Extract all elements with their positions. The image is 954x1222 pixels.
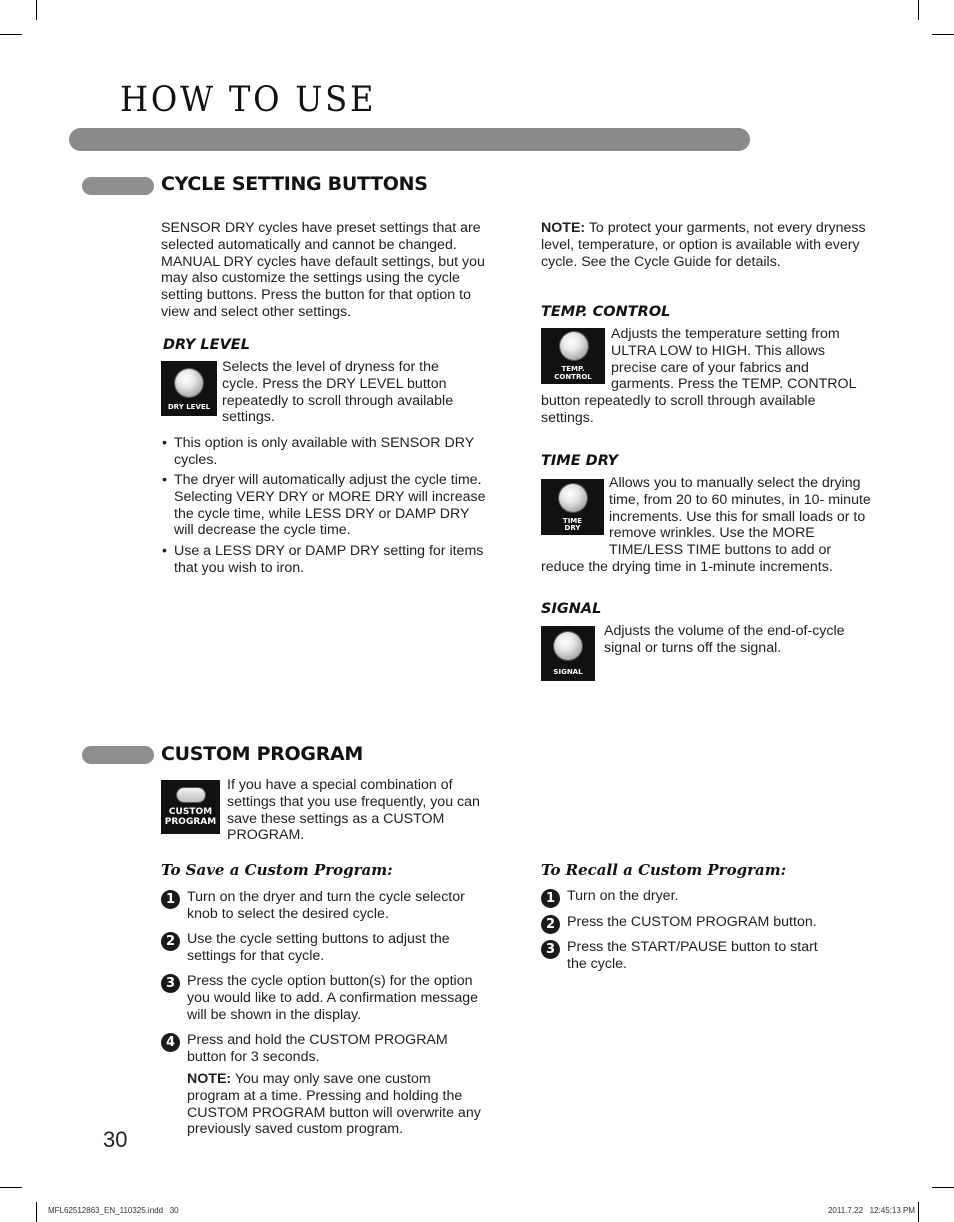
crop-mark [36,1202,37,1222]
float-spacer [541,475,609,543]
knob-icon [554,632,582,660]
step-text: Turn on the dryer. [567,888,679,904]
page-number: 30 [103,1127,128,1152]
dry-level-button-label: DRY LEVEL [167,403,211,411]
crop-mark [36,0,37,20]
step-text: Press the START/PAUSE button to start the cycle. [567,939,818,972]
step-number-icon: 2 [541,915,560,934]
temp-control-text-wrap [541,326,871,427]
recall-step [541,914,861,934]
time-dry-text-wrap [541,475,871,576]
custom-program-button-label-1: CUSTOM [168,807,213,817]
recall-step [541,888,861,908]
section-pill [82,746,154,764]
list-item: • This option is only available with SENSOR DRY cycles. [161,435,491,469]
section-heading-cycle-setting: CYCLE SETTING BUTTONS [161,173,428,195]
dry-level-title: DRY LEVEL [163,337,250,353]
save-step [161,931,491,967]
time-dry-button-label-1: TIME [562,517,583,525]
footer-file-name: MFL62512863_EN_110325.indd 30 [48,1206,179,1215]
dry-level-button-image [161,361,217,416]
crop-mark [0,1187,22,1188]
footer-timestamp: 2011.7.22 12:45:13 PM [827,1206,915,1215]
signal-text: Adjusts the volume of the end-of-cycle signal or turns off the signal. [604,623,845,656]
cycle-setting-intro: SENSOR DRY cycles have preset settings that are selected automatically and cannot be changed. MANUAL DRY cycles have default settings, but you may also customize the settings using the cycle setting buttons. Press the button for that option to view and select other settings. [161,220,485,320]
list-item: • Use a LESS DRY or DAMP DRY setting for items that you wish to iron. [161,543,491,577]
dry-level-text: Selects the level of dryness for the cycle. Press the DRY LEVEL button repeatedly to scroll through available settings. [222,359,454,426]
float-spacer [541,326,611,382]
list-item: • The dryer will automatically adjust the cycle time. Selecting VERY DRY or MORE DRY will increase the cycle time, while LESS DRY or DAMP DRY will decrease the cycle time. [161,472,491,539]
step-text: Press the cycle option button(s) for the option you would like to add. A confirmation message will be shown in the display. [187,973,479,1023]
cycle-note [541,220,871,270]
save-note [187,1071,487,1138]
custom-program-intro: If you have a special combination of settings that you use frequently, you can save these settings as a CUSTOM PROGRAM. [227,777,480,844]
note-label: NOTE: [187,1071,232,1087]
dry-level-bullets [161,435,491,580]
crop-mark [0,34,22,35]
step-number-icon: 3 [161,974,180,993]
step-text: Use the cycle setting buttons to adjust the settings for that cycle. [187,931,450,964]
crop-mark [918,0,919,20]
section-pill [82,177,154,195]
save-step [161,1032,491,1068]
signal-button-image [541,626,595,681]
step-number-icon: 4 [161,1033,180,1052]
title-bar [69,128,750,151]
custom-program-button-image [161,780,220,834]
page-title: HOW TO USE [120,80,377,120]
crop-mark [918,1202,919,1222]
time-dry-title: TIME DRY [541,453,619,469]
step-text: Press and hold the CUSTOM PROGRAM button for 3 seconds. [187,1032,448,1065]
signal-button-label: SIGNAL [553,668,583,676]
signal-title: SIGNAL [541,601,602,617]
step-number-icon: 1 [541,889,560,908]
note-text: You may only save one custom program at a time. Pressing and holding the CUSTOM PROGRAM button will overwrite any previously saved custom program. [187,1071,481,1138]
temp-control-title: TEMP. CONTROL [541,304,671,320]
temp-control-text: Adjusts the temperature setting from ULTRA LOW to HIGH. This allows precise care of your fabrics and garments. Press the TEMP. CONTROL button repeatedly to scroll through available settings. [541,326,856,426]
step-number-icon: 2 [161,932,180,951]
save-step [161,973,491,1027]
custom-program-button-label-2: PROGRAM [164,817,217,827]
recall-step [541,939,861,975]
note-text: To protect your garments, not every dryness level, temperature, or option is available with every cycle. See the Cycle Guide for details. [541,220,866,270]
time-dry-button-label-2: DRY [564,524,581,532]
temp-control-button-label-1: TEMP. [561,365,585,373]
crop-mark [932,34,954,35]
step-text: Turn on the dryer and turn the cycle selector knob to select the desired cycle. [187,889,465,922]
step-number-icon: 3 [541,940,560,959]
temp-control-button-label-2: CONTROL [554,373,592,381]
save-step [161,889,491,925]
time-dry-text: Allows you to manually select the drying time, from 20 to 60 minutes, in 10- minute increments. Use this for small loads or to remove wrinkles. Use the MORE TIME/LESS TIME buttons to add or reduce the drying time in 1-minute increments. [541,475,871,575]
save-custom-program-title: To Save a Custom Program: [161,861,393,879]
crop-mark [932,1187,954,1188]
step-number-icon: 1 [161,890,180,909]
step-text: Press the CUSTOM PROGRAM button. [567,914,817,930]
pill-button-icon [177,788,205,802]
note-label: NOTE: [541,220,586,236]
recall-custom-program-title: To Recall a Custom Program: [541,861,787,879]
section-heading-custom-program: CUSTOM PROGRAM [161,743,364,765]
knob-icon [175,369,203,397]
